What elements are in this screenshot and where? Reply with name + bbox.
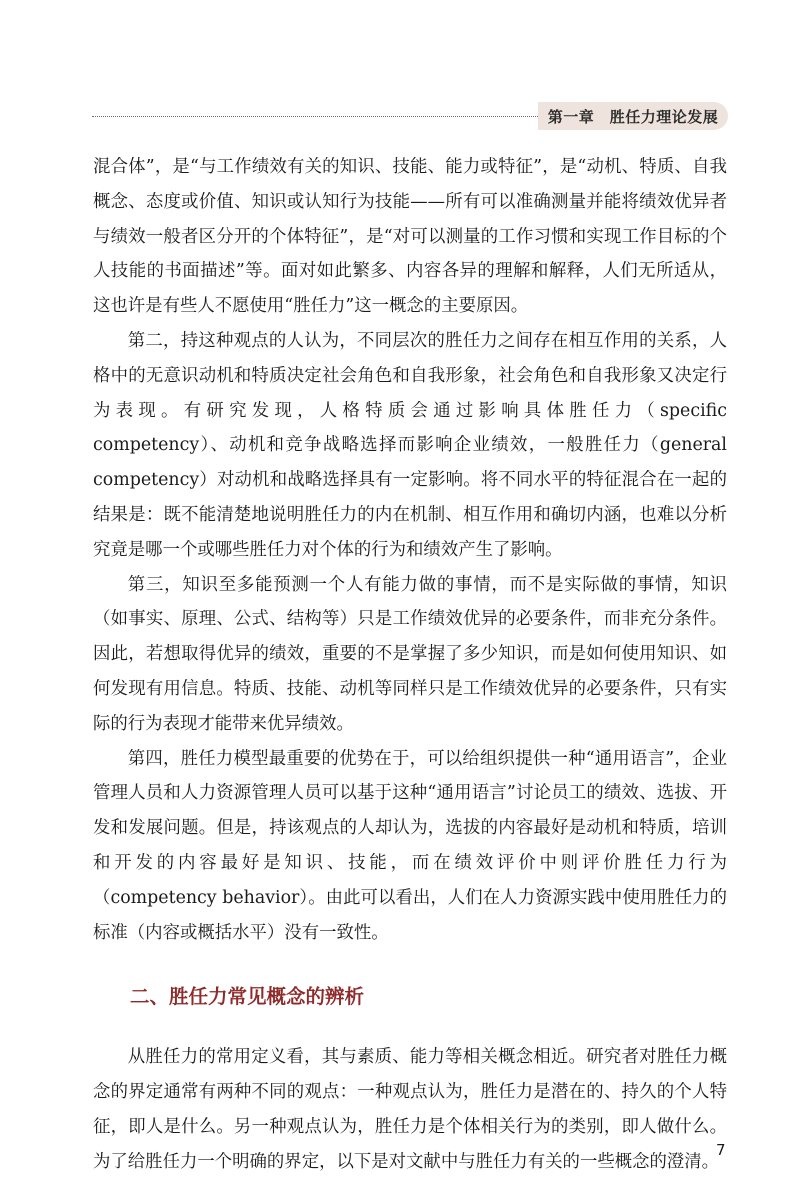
paragraph-fourth-point: 第四，胜任力模型最重要的优势在于，可以给组织提供一种“通用语言”，企业管理人员和人力资源管理人员可以基于这种“通用语言”讨论员工的绩效、选拔、开发和发展问题。但是，持该观点的人却认为，选拔的内容最好是动机和特质，培训和开发的内容最好是知识、技能，而在绩效评价中则评价胜任力行为（competency behavior）。由此可以看出，人们在人力资源实践中使用胜任力的标准（内容或概括水平）没有一致性。 <box>93 748 727 943</box>
section-heading: 二、胜任力常见概念的辨析 <box>130 985 365 1009</box>
paragraph-second-point: 第二，持这种观点的人认为，不同层次的胜任力之间存在相互作用的关系，人格中的无意识动机和特质决定社会角色和自我形象，社会角色和自我形象又决定行为表现。有研究发现，人格特质会通过影响具体胜任力（specific competency）、动机和竞争战略选择而影响企业绩效，一般胜任力（general competency）对动机和战略选择具有一定影响。将不同水平的特征混合在一起的结果是：既不能清楚地说明胜任力的内在机制、相互作用和确切内涵，也难以分析究竟是哪一个或哪些胜任力对个体的行为和绩效产生了影响。 <box>93 330 727 560</box>
page-number: 7 <box>716 1141 726 1159</box>
header-dotted-rule <box>92 116 538 117</box>
section-paragraph: 从胜任力的常用定义看，其与素质、能力等相关概念相近。研究者对胜任力概念的界定通常有两种不同的观点：一种观点认为，胜任力是潜在的、持久的个人特征，即人是什么。另一种观点认为，胜任力是个体相关行为的类别，即人做什么。为了给胜任力一个明确的界定，以下是对文献中与胜任力有关的一些概念的澄清。 <box>93 1047 727 1172</box>
running-header <box>92 102 728 130</box>
paragraph-continued: 混合体”，是“与工作绩效有关的知识、技能、能力或特征”，是“动机、特质、自我概念、态度或价值、知识或认知行为技能——所有可以准确测量并能将绩效优异者与绩效一般者区分开的个体特征”，是“对可以测量的工作习惯和实现工作目标的个人技能的书面描述”等。面对如此繁多、内容各异的理解和解释，人们无所适从，这也许是有些人不愿使用“胜任力”这一概念的主要原因。 <box>93 157 727 317</box>
chapter-title-tab: 第一章 胜任力理论发展 <box>538 102 728 130</box>
paragraph-third-point: 第三，知识至多能预测一个人有能力做的事情，而不是实际做的事情，知识（如事实、原理、公式、结构等）只是工作绩效优异的必要条件，而非充分条件。因此，若想取得优异的绩效，重要的不是掌握了多少知识，而是如何使用知识、如何发现有用信息。特质、技能、动机等同样只是工作绩效优异的必要条件，只有实际的行为表现才能带来优异绩效。 <box>93 574 727 734</box>
page-body <box>93 150 727 1180</box>
